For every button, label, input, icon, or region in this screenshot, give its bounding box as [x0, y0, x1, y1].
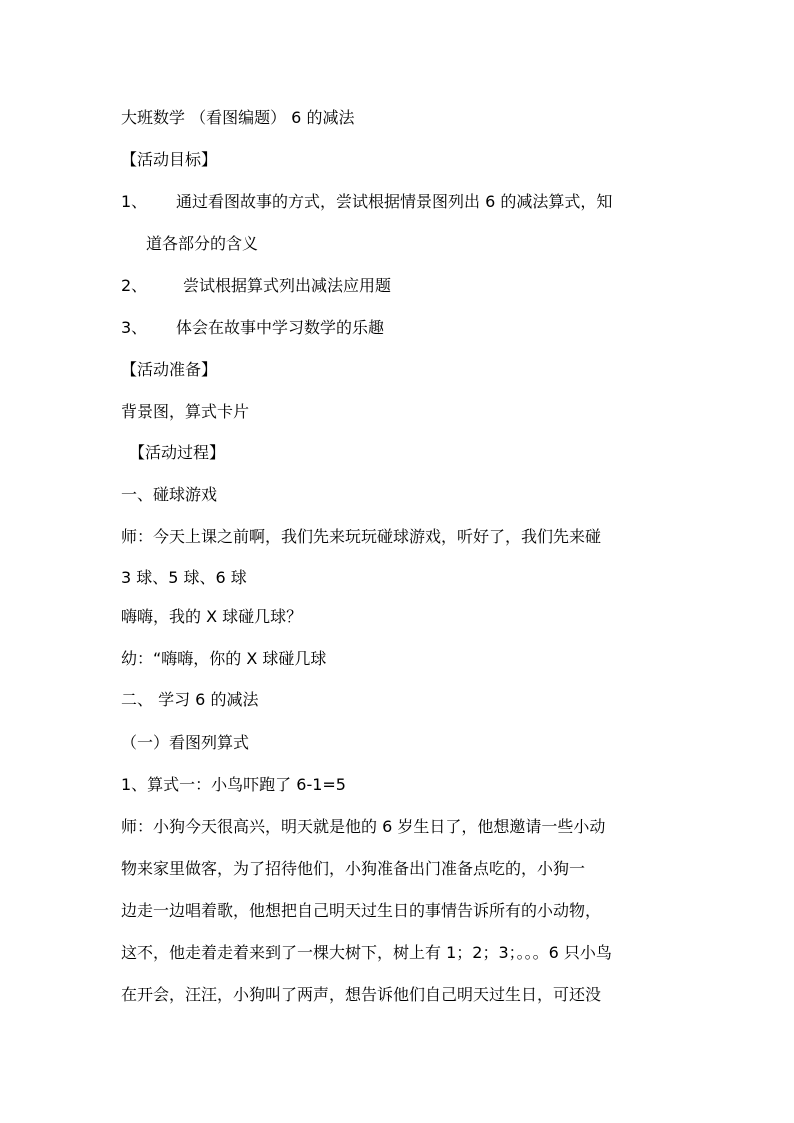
story-line: 在开会，汪汪，小狗叫了两声，想告诉他们自己明天过生日，可还没 — [121, 985, 602, 1004]
goal-2-number: 2、 — [121, 276, 148, 295]
goals-heading: 【活动目标】 — [121, 150, 218, 169]
part2-heading: 二、 学习 6 的减法 — [121, 690, 259, 709]
goal-2-text: 尝试根据算式列出减法应用题 — [183, 276, 392, 295]
document-title: 大班数学 （看图编题） 6 的减法 — [121, 108, 355, 127]
prep-text: 背景图，算式卡片 — [121, 402, 250, 421]
process-heading: 【活动过程】 — [129, 443, 226, 462]
story-line: 这不，他走着走着来到了一棵大树下，树上有 1；2；3；。。。6 只小鸟 — [121, 943, 612, 962]
formula-1: 1、算式一：小鸟吓跑了 6-1=5 — [121, 775, 346, 794]
part2-subheading: （一）看图列算式 — [121, 733, 250, 752]
story-line: 边走一边唱着歌，他想把自己明天过生日的事情告诉所有的小动物， — [121, 901, 602, 920]
part1-line: 幼：“嗨嗨，你的 X 球碰几球 — [121, 649, 327, 668]
story-line: 物来家里做客，为了招待他们，小狗准备出门准备点吃的，小狗一 — [121, 859, 586, 878]
story-line: 师：小狗今天很高兴，明天就是他的 6 岁生日了，他想邀请一些小动 — [121, 817, 606, 836]
goal-1-continuation: 道各部分的含义 — [146, 234, 259, 253]
part1-line: 嗨嗨，我的 X 球碰几球？ — [121, 607, 303, 626]
part1-line: 师：今天上课之前啊，我们先来玩玩碰球游戏，听好了，我们先来碰 — [121, 527, 602, 546]
part1-line: 3 球、5 球、6 球 — [121, 568, 247, 587]
goal-3-text: 体会在故事中学习数学的乐趣 — [176, 318, 385, 337]
goal-1-text: 通过看图故事的方式，尝试根据情景图列出 6 的减法算式，知 — [176, 192, 613, 211]
goal-1-number: 1、 — [121, 192, 148, 211]
prep-heading: 【活动准备】 — [121, 360, 218, 379]
goal-3-number: 3、 — [121, 318, 148, 337]
part1-heading: 一、碰球游戏 — [121, 485, 218, 504]
